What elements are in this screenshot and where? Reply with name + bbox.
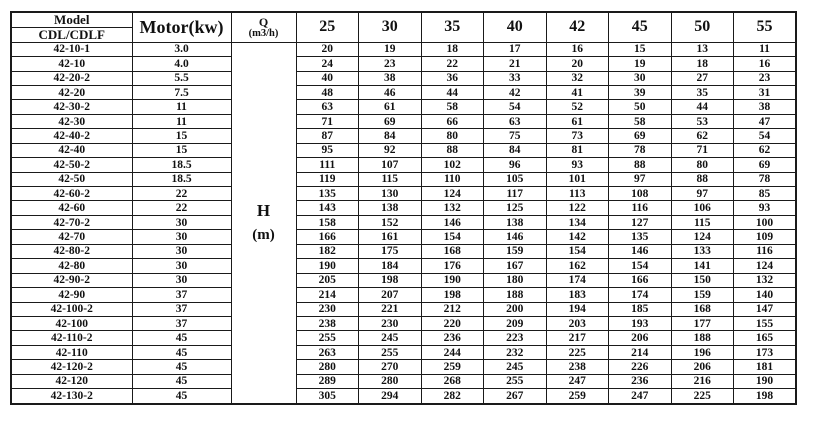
head-value-cell: 124: [671, 230, 734, 244]
head-value-cell: 18: [671, 57, 734, 71]
head-value-cell: 190: [734, 374, 797, 388]
head-value-cell: 115: [671, 215, 734, 229]
table-row: [11, 215, 796, 229]
head-value-cell: 146: [484, 230, 547, 244]
head-value-cell: 182: [296, 244, 359, 258]
model-cell: 42-10-1: [11, 42, 132, 56]
head-value-cell: 175: [359, 244, 422, 258]
head-value-cell: 84: [359, 129, 422, 143]
model-header: Model: [11, 12, 132, 27]
head-value-cell: 154: [546, 244, 609, 258]
head-value-cell: 22: [421, 57, 484, 71]
head-value-cell: 16: [734, 57, 797, 71]
table-row: [11, 114, 796, 128]
head-value-cell: 214: [609, 345, 672, 359]
head-value-cell: 61: [546, 114, 609, 128]
head-value-cell: 270: [359, 360, 422, 374]
model-cell: 42-40-2: [11, 129, 132, 143]
head-value-cell: 87: [296, 129, 359, 143]
table-row: [11, 273, 796, 287]
head-value-cell: 44: [421, 85, 484, 99]
head-value-cell: 18: [421, 42, 484, 56]
head-value-cell: 102: [421, 158, 484, 172]
motor-power-cell: 37: [132, 302, 231, 316]
head-value-cell: 93: [734, 201, 797, 215]
head-value-cell: 198: [421, 288, 484, 302]
head-value-cell: 280: [359, 374, 422, 388]
model-cell: 42-80: [11, 259, 132, 273]
head-value-cell: 21: [484, 57, 547, 71]
head-value-cell: 93: [546, 158, 609, 172]
head-value-cell: 127: [609, 215, 672, 229]
flow-rate-header: [231, 12, 296, 42]
head-value-cell: 245: [359, 331, 422, 345]
head-value-cell: 122: [546, 201, 609, 215]
flow-column-header: 42: [546, 12, 609, 42]
head-value-cell: 207: [359, 288, 422, 302]
head-value-cell: 13: [671, 42, 734, 56]
head-value-cell: 80: [421, 129, 484, 143]
motor-power-cell: 45: [132, 374, 231, 388]
motor-power-cell: 30: [132, 259, 231, 273]
head-value-cell: 61: [359, 100, 422, 114]
head-value-cell: 95: [296, 143, 359, 157]
head-value-cell: 97: [671, 187, 734, 201]
table-row: [11, 316, 796, 330]
head-value-cell: 140: [734, 288, 797, 302]
table-row: [11, 158, 796, 172]
motor-power-cell: 37: [132, 316, 231, 330]
head-value-cell: 96: [484, 158, 547, 172]
head-value-cell: 244: [421, 345, 484, 359]
flow-column-header: 25: [296, 12, 359, 42]
head-value-cell: 147: [734, 302, 797, 316]
model-cell: 42-120-2: [11, 360, 132, 374]
head-value-cell: 107: [359, 158, 422, 172]
head-value-cell: 190: [296, 259, 359, 273]
head-value-cell: 17: [484, 42, 547, 56]
head-value-cell: 154: [609, 259, 672, 273]
head-value-cell: 168: [421, 244, 484, 258]
motor-power-cell: 3.0: [132, 42, 231, 56]
flow-column-header: 30: [359, 12, 422, 42]
head-value-cell: 63: [296, 100, 359, 114]
table-row: [11, 389, 796, 404]
head-value-cell: 39: [609, 85, 672, 99]
motor-power-cell: 18.5: [132, 172, 231, 186]
model-cell: 42-60-2: [11, 187, 132, 201]
head-value-cell: 177: [671, 316, 734, 330]
head-value-cell: 41: [546, 85, 609, 99]
head-value-cell: 78: [609, 143, 672, 157]
head-value-cell: 143: [296, 201, 359, 215]
head-value-cell: 62: [671, 129, 734, 143]
motor-power-cell: 30: [132, 230, 231, 244]
motor-power-cell: 18.5: [132, 158, 231, 172]
head-value-cell: 97: [609, 172, 672, 186]
head-value-cell: 180: [484, 273, 547, 287]
head-value-cell: 113: [546, 187, 609, 201]
flow-column-header: 45: [609, 12, 672, 42]
head-value-cell: 110: [421, 172, 484, 186]
head-symbol-label: H: [256, 201, 271, 221]
head-value-cell: 181: [734, 360, 797, 374]
head-value-cell: 35: [671, 85, 734, 99]
head-value-cell: 162: [546, 259, 609, 273]
head-value-cell: 66: [421, 114, 484, 128]
head-value-cell: 125: [484, 201, 547, 215]
model-cell: 42-30-2: [11, 100, 132, 114]
head-value-cell: 185: [609, 302, 672, 316]
head-value-cell: 220: [421, 316, 484, 330]
model-cell: 42-50-2: [11, 158, 132, 172]
head-value-cell: 259: [421, 360, 484, 374]
head-value-cell: 198: [734, 389, 797, 404]
head-value-cell: 238: [296, 316, 359, 330]
head-unit-merged-cell: [231, 42, 296, 404]
table-row: [11, 172, 796, 186]
model-cell: 42-40: [11, 143, 132, 157]
head-value-cell: 78: [734, 172, 797, 186]
motor-power-cell: 4.0: [132, 57, 231, 71]
head-value-cell: 106: [671, 201, 734, 215]
head-value-cell: 20: [296, 42, 359, 56]
head-value-cell: 255: [296, 331, 359, 345]
head-value-cell: 63: [484, 114, 547, 128]
head-value-cell: 236: [421, 331, 484, 345]
model-cell: 42-50: [11, 172, 132, 186]
flow-column-header: 55: [734, 12, 797, 42]
head-value-cell: 54: [484, 100, 547, 114]
head-value-cell: 108: [609, 187, 672, 201]
head-value-cell: 124: [734, 259, 797, 273]
head-value-cell: 44: [671, 100, 734, 114]
head-value-cell: 221: [359, 302, 422, 316]
head-value-cell: 247: [609, 389, 672, 404]
head-value-cell: 174: [609, 288, 672, 302]
head-value-cell: 135: [296, 187, 359, 201]
head-value-cell: 31: [734, 85, 797, 99]
model-cell: 42-80-2: [11, 244, 132, 258]
head-value-cell: 48: [296, 85, 359, 99]
table-row: [11, 345, 796, 359]
head-value-cell: 196: [671, 345, 734, 359]
head-value-cell: 105: [484, 172, 547, 186]
motor-power-cell: 30: [132, 244, 231, 258]
model-cell: 42-30: [11, 114, 132, 128]
motor-power-cell: 45: [132, 345, 231, 359]
model-series-header: CDL/CDLF: [11, 27, 132, 42]
head-value-cell: 11: [734, 42, 797, 56]
head-value-cell: 200: [484, 302, 547, 316]
head-value-cell: 236: [609, 374, 672, 388]
model-cell: 42-20-2: [11, 71, 132, 85]
head-value-cell: 130: [359, 187, 422, 201]
head-value-cell: 138: [359, 201, 422, 215]
motor-power-header: Motor(kw): [132, 12, 231, 42]
head-value-cell: 226: [609, 360, 672, 374]
head-value-cell: 209: [484, 316, 547, 330]
head-value-cell: 173: [734, 345, 797, 359]
head-value-cell: 230: [359, 316, 422, 330]
head-value-cell: 33: [484, 71, 547, 85]
head-value-cell: 27: [671, 71, 734, 85]
head-value-cell: 194: [546, 302, 609, 316]
head-value-cell: 73: [546, 129, 609, 143]
head-value-cell: 206: [609, 331, 672, 345]
head-value-cell: 146: [609, 244, 672, 258]
head-value-cell: 42: [484, 85, 547, 99]
head-value-cell: 69: [359, 114, 422, 128]
table-row: [11, 302, 796, 316]
header-row-1: [11, 12, 796, 27]
head-value-cell: 158: [296, 215, 359, 229]
head-value-cell: 117: [484, 187, 547, 201]
head-value-cell: 188: [671, 331, 734, 345]
head-value-cell: 71: [296, 114, 359, 128]
head-value-cell: 116: [734, 244, 797, 258]
flow-column-header: 50: [671, 12, 734, 42]
head-value-cell: 132: [421, 201, 484, 215]
head-value-cell: 111: [296, 158, 359, 172]
table-row: [11, 259, 796, 273]
head-value-cell: 58: [609, 114, 672, 128]
head-value-cell: 214: [296, 288, 359, 302]
motor-power-cell: 45: [132, 331, 231, 345]
head-value-cell: 23: [359, 57, 422, 71]
head-value-cell: 40: [296, 71, 359, 85]
head-value-cell: 85: [734, 187, 797, 201]
head-value-cell: 167: [484, 259, 547, 273]
head-value-cell: 32: [546, 71, 609, 85]
head-value-cell: 166: [296, 230, 359, 244]
head-value-cell: 146: [421, 215, 484, 229]
model-cell: 42-70: [11, 230, 132, 244]
model-cell: 42-20: [11, 85, 132, 99]
table-row: [11, 100, 796, 114]
head-value-cell: 47: [734, 114, 797, 128]
table-row: [11, 288, 796, 302]
head-value-cell: 216: [671, 374, 734, 388]
table-header: [11, 12, 796, 42]
head-value-cell: 23: [734, 71, 797, 85]
head-value-cell: 81: [546, 143, 609, 157]
motor-power-cell: 15: [132, 143, 231, 157]
head-value-cell: 225: [671, 389, 734, 404]
model-cell: 42-110: [11, 345, 132, 359]
head-value-cell: 230: [296, 302, 359, 316]
head-value-cell: 198: [359, 273, 422, 287]
head-value-cell: 282: [421, 389, 484, 404]
model-cell: 42-10: [11, 57, 132, 71]
head-value-cell: 165: [734, 331, 797, 345]
head-value-cell: 52: [546, 100, 609, 114]
head-value-cell: 116: [609, 201, 672, 215]
head-value-cell: 217: [546, 331, 609, 345]
table-row: [11, 42, 796, 56]
flow-symbol-label: Q: [258, 14, 269, 29]
head-value-cell: 225: [546, 345, 609, 359]
head-value-cell: 84: [484, 143, 547, 157]
table-row: [11, 360, 796, 374]
model-cell: 42-60: [11, 201, 132, 215]
head-value-cell: 159: [484, 244, 547, 258]
head-value-cell: 24: [296, 57, 359, 71]
table-row: [11, 374, 796, 388]
flow-column-header: 35: [421, 12, 484, 42]
model-cell: 42-70-2: [11, 215, 132, 229]
head-value-cell: 205: [296, 273, 359, 287]
head-value-cell: 100: [734, 215, 797, 229]
head-value-cell: 166: [609, 273, 672, 287]
head-value-cell: 71: [671, 143, 734, 157]
head-value-cell: 255: [484, 374, 547, 388]
motor-power-cell: 11: [132, 100, 231, 114]
head-value-cell: 259: [546, 389, 609, 404]
motor-power-cell: 45: [132, 360, 231, 374]
head-value-cell: 80: [671, 158, 734, 172]
head-value-cell: 62: [734, 143, 797, 157]
head-value-cell: 88: [671, 172, 734, 186]
head-value-cell: 138: [484, 215, 547, 229]
head-value-cell: 101: [546, 172, 609, 186]
head-value-cell: 69: [609, 129, 672, 143]
head-value-cell: 50: [609, 100, 672, 114]
head-value-cell: 188: [484, 288, 547, 302]
head-value-cell: 289: [296, 374, 359, 388]
table-row: [11, 57, 796, 71]
motor-power-cell: 22: [132, 201, 231, 215]
head-value-cell: 119: [296, 172, 359, 186]
flow-column-header: 40: [484, 12, 547, 42]
head-value-cell: 245: [484, 360, 547, 374]
head-value-cell: 115: [359, 172, 422, 186]
head-value-cell: 150: [671, 273, 734, 287]
head-value-cell: 109: [734, 230, 797, 244]
table-row: [11, 71, 796, 85]
head-value-cell: 88: [421, 143, 484, 157]
motor-power-cell: 22: [132, 187, 231, 201]
model-cell: 42-90-2: [11, 273, 132, 287]
head-value-cell: 203: [546, 316, 609, 330]
model-cell: 42-120: [11, 374, 132, 388]
motor-power-cell: 37: [132, 288, 231, 302]
head-value-cell: 19: [609, 57, 672, 71]
head-value-cell: 88: [609, 158, 672, 172]
head-value-cell: 294: [359, 389, 422, 404]
table-body: [11, 42, 796, 404]
motor-power-cell: 45: [132, 389, 231, 404]
model-cell: 42-130-2: [11, 389, 132, 404]
table-row: [11, 143, 796, 157]
pump-head-table: [10, 11, 797, 405]
head-value-cell: 16: [546, 42, 609, 56]
motor-power-cell: 11: [132, 114, 231, 128]
head-value-cell: 75: [484, 129, 547, 143]
table-row: [11, 201, 796, 215]
table-row: [11, 129, 796, 143]
head-value-cell: 141: [671, 259, 734, 273]
head-value-cell: 53: [671, 114, 734, 128]
head-value-cell: 19: [359, 42, 422, 56]
head-value-cell: 223: [484, 331, 547, 345]
table-row: [11, 230, 796, 244]
head-value-cell: 132: [734, 273, 797, 287]
head-value-cell: 134: [546, 215, 609, 229]
head-value-cell: 159: [671, 288, 734, 302]
table-row: [11, 331, 796, 345]
head-unit-label: (m): [252, 227, 275, 244]
head-value-cell: 255: [359, 345, 422, 359]
head-value-cell: 142: [546, 230, 609, 244]
motor-power-cell: 30: [132, 273, 231, 287]
head-value-cell: 92: [359, 143, 422, 157]
head-value-cell: 152: [359, 215, 422, 229]
head-value-cell: 193: [609, 316, 672, 330]
model-cell: 42-90: [11, 288, 132, 302]
flow-unit-label: (m3/h): [248, 27, 279, 39]
motor-power-cell: 15: [132, 129, 231, 143]
head-value-cell: 155: [734, 316, 797, 330]
head-value-cell: 212: [421, 302, 484, 316]
head-value-cell: 268: [421, 374, 484, 388]
head-value-cell: 20: [546, 57, 609, 71]
head-value-cell: 190: [421, 273, 484, 287]
motor-power-cell: 30: [132, 215, 231, 229]
head-value-cell: 305: [296, 389, 359, 404]
head-value-cell: 174: [546, 273, 609, 287]
head-value-cell: 36: [421, 71, 484, 85]
table-row: [11, 187, 796, 201]
motor-power-cell: 7.5: [132, 85, 231, 99]
head-value-cell: 238: [546, 360, 609, 374]
model-cell: 42-110-2: [11, 331, 132, 345]
head-value-cell: 30: [609, 71, 672, 85]
head-value-cell: 267: [484, 389, 547, 404]
head-value-cell: 154: [421, 230, 484, 244]
head-value-cell: 247: [546, 374, 609, 388]
head-value-cell: 69: [734, 158, 797, 172]
head-value-cell: 183: [546, 288, 609, 302]
head-value-cell: 38: [734, 100, 797, 114]
model-cell: 42-100: [11, 316, 132, 330]
head-value-cell: 54: [734, 129, 797, 143]
head-value-cell: 161: [359, 230, 422, 244]
head-value-cell: 135: [609, 230, 672, 244]
head-value-cell: 280: [296, 360, 359, 374]
head-value-cell: 168: [671, 302, 734, 316]
head-value-cell: 176: [421, 259, 484, 273]
head-value-cell: 124: [421, 187, 484, 201]
head-value-cell: 46: [359, 85, 422, 99]
head-value-cell: 38: [359, 71, 422, 85]
head-value-cell: 133: [671, 244, 734, 258]
head-value-cell: 263: [296, 345, 359, 359]
head-value-cell: 184: [359, 259, 422, 273]
head-value-cell: 15: [609, 42, 672, 56]
motor-power-cell: 5.5: [132, 71, 231, 85]
head-value-cell: 206: [671, 360, 734, 374]
table-row: [11, 244, 796, 258]
head-value-cell: 58: [421, 100, 484, 114]
model-cell: 42-100-2: [11, 302, 132, 316]
table-row: [11, 85, 796, 99]
head-value-cell: 232: [484, 345, 547, 359]
